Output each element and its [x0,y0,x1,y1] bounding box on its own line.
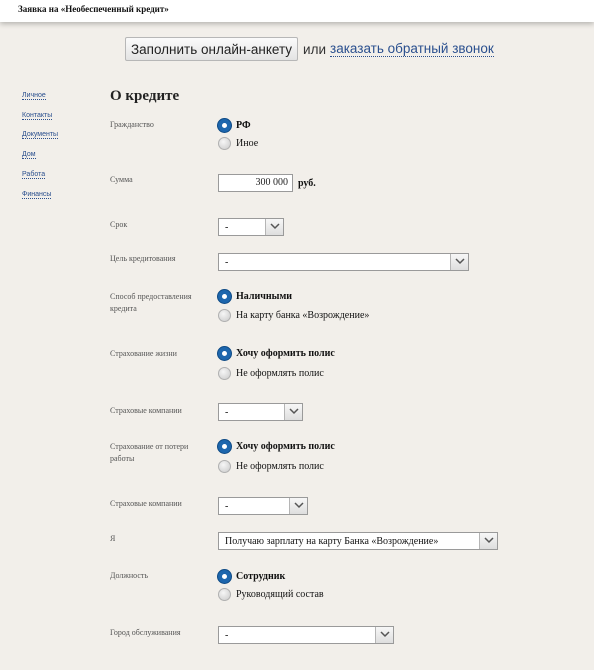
i-am-label: Я [110,534,116,543]
nav-item-work[interactable]: Работа [22,171,46,178]
life-insurance-label: Страхование жизни [110,349,177,358]
term-label: Срок [110,220,128,229]
citizenship-radio-other[interactable]: Иное [218,136,258,150]
fill-online-form-button[interactable]: Заполнить онлайн-анкету [125,37,298,61]
chevron-down-icon [450,254,468,270]
city-select[interactable]: - [218,626,394,644]
term-select[interactable]: - [218,218,284,236]
life-insurance-radio-yes[interactable]: Хочу оформить полис [218,346,335,360]
job-insurance-company-label: Страховые компании [110,499,182,508]
chevron-down-icon [289,498,307,514]
radio-selected-icon [218,290,231,303]
or-text: или [303,41,326,57]
city-label: Город обслуживания [110,628,181,637]
chevron-down-icon [265,219,283,235]
job-insurance-company-select[interactable]: - [218,497,308,515]
nav-item-contacts[interactable]: Контакты [22,112,53,119]
radio-unselected-icon [218,460,231,473]
life-insurance-radio-no[interactable]: Не оформлять полис [218,366,324,380]
job-insurance-radio-no[interactable]: Не оформлять полис [218,459,324,473]
radio-selected-icon [218,570,231,583]
radio-unselected-icon [218,309,231,322]
radio-selected-icon [218,347,231,360]
amount-label: Сумма [110,175,133,184]
job-insurance-radio-yes[interactable]: Хочу оформить полис [218,439,335,453]
radio-selected-icon [218,119,231,132]
life-insurance-company-label: Страховые компании [110,406,182,415]
purpose-label: Цель кредитования [110,254,176,263]
nav-item-finance[interactable]: Финансы [22,191,52,198]
chevron-down-icon [284,404,302,420]
radio-unselected-icon [218,367,231,380]
nav-item-home[interactable]: Дом [22,151,36,158]
callback-link[interactable]: заказать обратный звонок [330,41,494,56]
i-am-select[interactable]: Получаю зарплату на карту Банка «Возрождение» [218,532,498,550]
position-radio-management[interactable]: Руководящий состав [218,587,324,601]
amount-unit: руб. [298,178,316,189]
method-label: Способ предоставления кредита [110,292,192,313]
chevron-down-icon [479,533,497,549]
section-title: О кредите [110,88,180,104]
amount-input[interactable]: 300 000 [218,174,293,192]
chevron-down-icon [375,627,393,643]
position-label: Должность [110,571,149,580]
radio-selected-icon [218,440,231,453]
citizenship-radio-rf[interactable]: РФ [218,118,251,132]
window-titlebar [0,0,594,22]
top-actions [125,37,494,61]
radio-unselected-icon [218,137,231,150]
job-insurance-label: Страхование от потери работы [110,442,189,463]
life-insurance-company-select[interactable]: - [218,403,303,421]
position-radio-employee[interactable]: Сотрудник [218,569,285,583]
purpose-select[interactable]: - [218,253,469,271]
nav-item-personal[interactable]: Личное [22,92,46,99]
nav-item-documents[interactable]: Документы [22,131,59,138]
radio-unselected-icon [218,588,231,601]
method-radio-card[interactable]: На карту банка «Возрождение» [218,308,369,322]
method-radio-cash[interactable]: Наличными [218,289,292,303]
citizenship-label: Гражданство [110,120,154,129]
window-title: Заявка на «Необеспеченный кредит» [18,4,169,14]
